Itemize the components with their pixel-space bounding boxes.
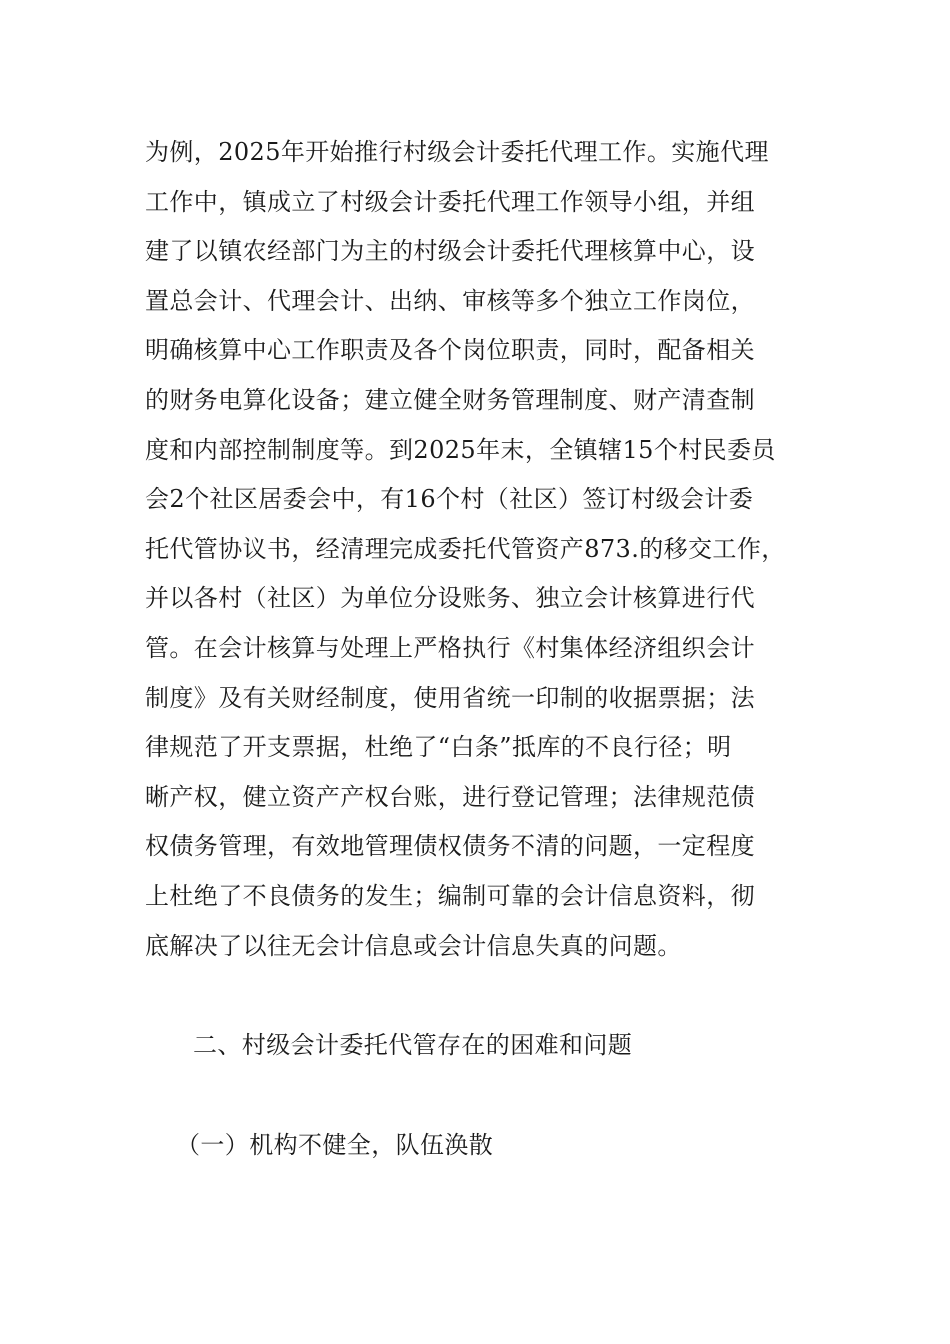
paragraph-line: 权债务管理，有效地管理债权债务不清的问题，一定程度 — [145, 832, 755, 861]
paragraph-line: 置总会计、代理会计、出纳、审核等多个独立工作岗位， — [145, 286, 755, 315]
section-heading: 二、村级会计委托代管存在的困难和问题 — [193, 1031, 633, 1059]
body-paragraph — [145, 128, 815, 971]
paragraph-line: 建了以镇农经部门为主的村级会计委托代理核算中心，设 — [145, 237, 755, 266]
paragraph-line: 托代管协议书，经清理完成委托代管资产873.的移交工作， — [145, 534, 786, 563]
paragraph-line: 度和内部控制制度等。到2025年末，全镇辖15个村民委员 — [145, 435, 776, 464]
paragraph-line: 会2个社区居委会中，有16个村（社区）签订村级会计委 — [145, 485, 754, 514]
paragraph-line: 制度》及有关财经制度，使用省统一印制的收据票据；法 — [145, 683, 755, 712]
paragraph-line: 律规范了开支票据，杜绝了“白条”抵库的不良行径；明 — [145, 733, 732, 762]
paragraph-line: 管。在会计核算与处理上严格执行《村集体经济组织会计 — [145, 633, 755, 662]
subsection-heading: （一）机构不健全，队伍涣散 — [176, 1131, 494, 1159]
paragraph-line: 为例，2025年开始推行村级会计委托代理工作。实施代理 — [145, 138, 769, 166]
paragraph-line: 工作中，镇成立了村级会计委托代理工作领导小组，并组 — [145, 187, 755, 216]
paragraph-line: 晰产权，健立资产产权台账，进行登记管理；法律规范债 — [145, 782, 755, 811]
paragraph-line: 上杜绝了不良债务的发生；编制可靠的会计信息资料，彻 — [145, 881, 755, 910]
paragraph-line: 的财务电算化设备；建立健全财务管理制度、财产清查制 — [145, 385, 755, 414]
paragraph-line: 底解决了以往无会计信息或会计信息失真的问题。 — [145, 931, 682, 960]
paragraph-line: 并以各村（社区）为单位分设账务、独立会计核算进行代 — [145, 584, 755, 613]
paragraph-line: 明确核算中心工作职责及各个岗位职责，同时，配备相关 — [145, 336, 755, 365]
